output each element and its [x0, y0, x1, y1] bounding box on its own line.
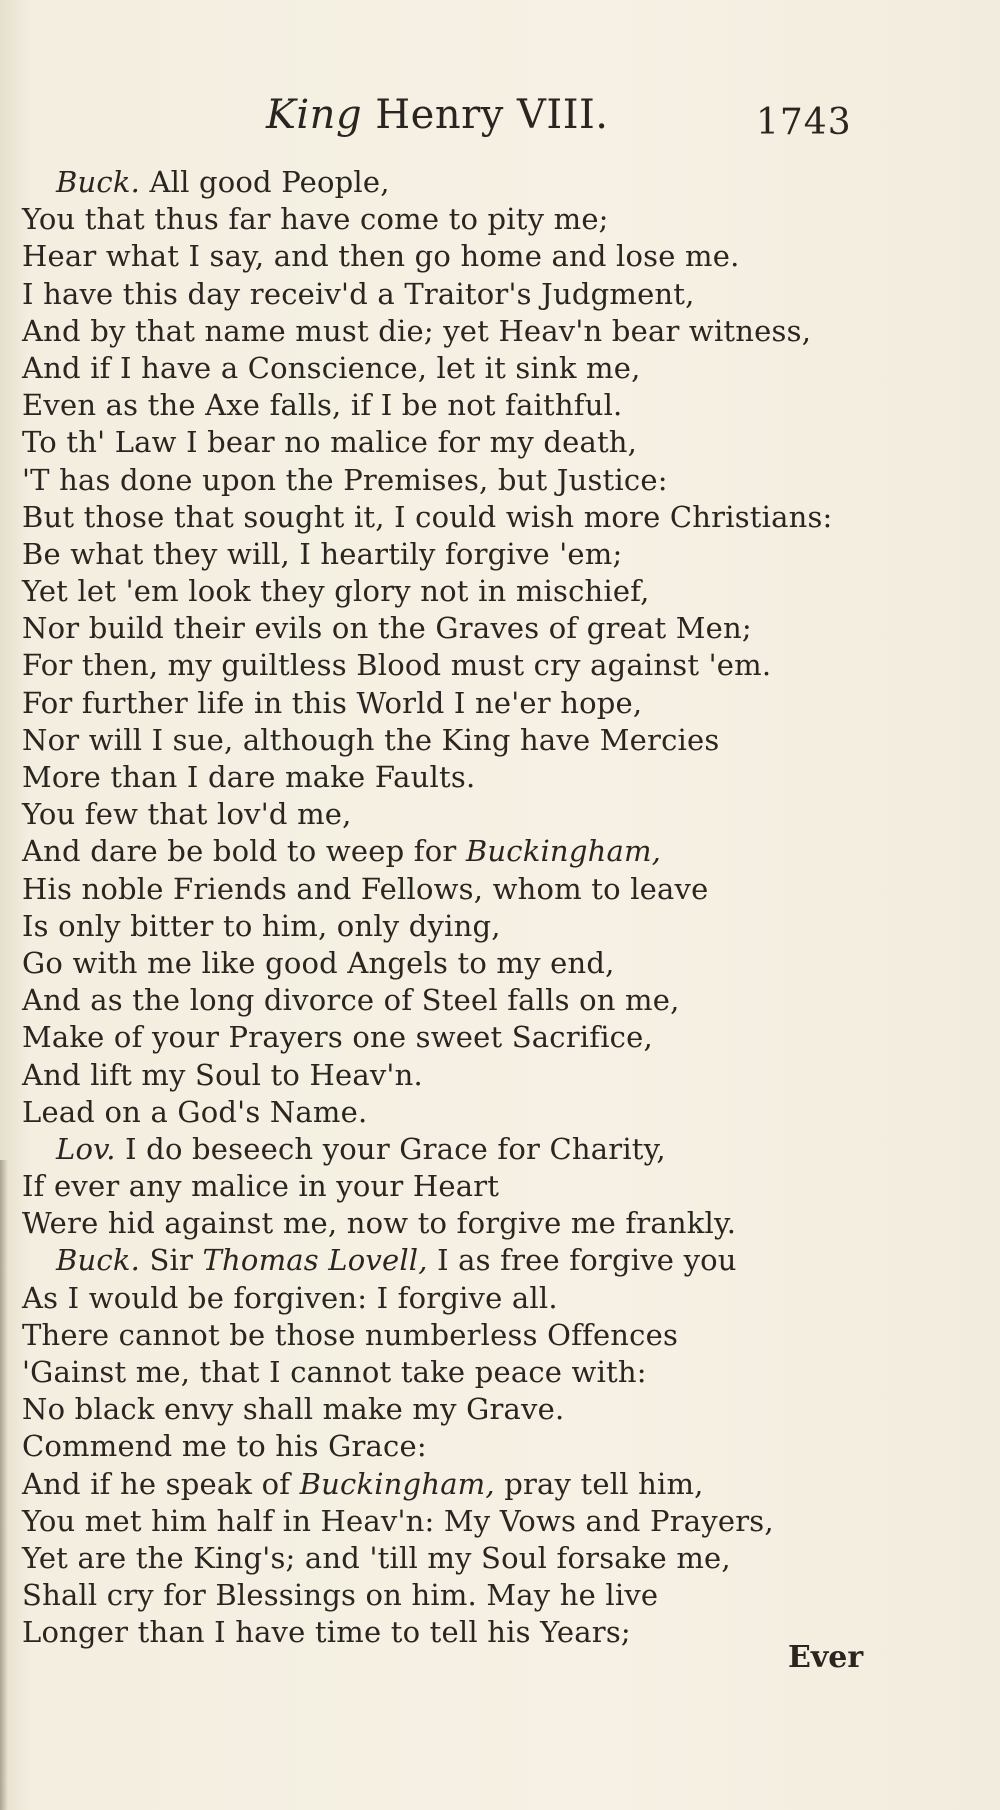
line-text: For further life in this World I ne'er hope,: [22, 685, 643, 720]
verse-line: [22, 1428, 982, 1465]
verse-line: [22, 908, 982, 945]
line-text: Shall cry for Blessings on him. May he live: [22, 1578, 659, 1613]
verse-line: [22, 499, 982, 536]
verse-line: [22, 1019, 982, 1056]
verse-line: [22, 1540, 982, 1577]
verse-line: [22, 238, 982, 275]
line-text: To th' Law I bear no malice for my death,: [22, 425, 638, 460]
verse-line: [22, 722, 982, 759]
verse-line: [22, 424, 982, 461]
verse-line: [22, 1094, 982, 1131]
verse-line: [22, 1354, 982, 1391]
verse-line: [22, 350, 982, 387]
page-header: [0, 92, 1000, 152]
line-text: There cannot be those numberless Offences: [22, 1317, 679, 1352]
verse-line: [22, 871, 982, 908]
gutter-shadow: [0, 1160, 8, 1810]
line-text: And lift my Soul to Heav'n.: [22, 1057, 423, 1092]
line-text: Make of your Prayers one sweet Sacrifice,: [22, 1020, 653, 1055]
italic-name: Buckingham,: [299, 1466, 495, 1501]
verse-line: [22, 610, 982, 647]
verse-block: [22, 164, 982, 1652]
line-text: And as the long divorce of Steel falls on me,: [22, 983, 680, 1018]
running-title-rest: Henry VIII.: [375, 92, 609, 138]
line-text: Nor will I sue, although the King have Mercies: [22, 722, 720, 757]
line-text: 'Gainst me, that I cannot take peace with:: [22, 1355, 647, 1389]
line-text: And if he speak of: [22, 1466, 300, 1501]
line-text: Nor build their evils on the Graves of great Men;: [22, 611, 752, 646]
verse-line: [22, 201, 982, 238]
verse-line: [22, 647, 982, 684]
speaker-name: Buck.: [56, 1243, 141, 1278]
line-text: His noble Friends and Fellows, whom to leave: [22, 871, 709, 906]
verse-line: [22, 796, 982, 833]
line-text-after: pray tell him,: [494, 1466, 704, 1501]
verse-line: [22, 536, 982, 573]
verse-line: [22, 164, 982, 201]
line-text: Be what they will, I heartily forgive 'em;: [22, 536, 623, 571]
verse-line: [22, 1205, 982, 1242]
line-text: You few that lov'd me,: [22, 797, 352, 832]
line-text: I have this day receiv'd a Traitor's Judgment,: [22, 276, 695, 311]
line-text: You met him half in Heav'n: My Vows and Prayers,: [22, 1503, 774, 1538]
line-text: If ever any malice in your Heart: [22, 1169, 500, 1204]
verse-line: [22, 1577, 982, 1614]
verse-line: [22, 1391, 982, 1428]
verse-line: [22, 1280, 982, 1317]
line-text: I do beseech your Grace for Charity,: [125, 1131, 666, 1166]
line-text: All good People,: [149, 165, 390, 199]
verse-line: [22, 1242, 982, 1279]
line-text: And if I have a Conscience, let it sink me,: [22, 350, 641, 385]
line-text: Commend me to his Grace:: [22, 1429, 427, 1464]
line-text: But those that sought it, I could wish more Christians:: [22, 499, 833, 534]
italic-name: Thomas Lovell,: [202, 1243, 428, 1278]
verse-line: [22, 982, 982, 1019]
verse-line: [22, 1466, 982, 1503]
line-text: Longer than I have time to tell his Years;: [22, 1615, 631, 1650]
verse-line: [22, 1057, 982, 1094]
line-text: Sir: [149, 1243, 203, 1278]
verse-line: [22, 685, 982, 722]
verse-line: [22, 759, 982, 796]
verse-line: [22, 573, 982, 610]
verse-line: [22, 1131, 982, 1168]
verse-line: [22, 1317, 982, 1354]
line-text: Were hid against me, now to forgive me frankly.: [22, 1206, 737, 1241]
verse-line: [22, 1168, 982, 1205]
running-title: [266, 92, 609, 138]
verse-line: [22, 387, 982, 424]
line-text: Yet let 'em look they glory not in mischief,: [22, 574, 650, 609]
line-text: More than I dare make Faults.: [22, 760, 476, 794]
verse-line: [22, 313, 982, 350]
catchword: Ever: [788, 1640, 864, 1675]
line-text: For then, my guiltless Blood must cry against 'em.: [22, 648, 772, 683]
italic-name: Buckingham,: [465, 834, 662, 869]
line-text-after: I as free forgive you: [427, 1243, 737, 1278]
line-text: Is only bitter to him, only dying,: [22, 908, 501, 943]
page-number: 1743: [756, 102, 852, 143]
running-title-italic: King: [266, 92, 363, 138]
line-text: Even as the Axe falls, if I be not faithful.: [22, 388, 623, 423]
line-text: As I would be forgiven: I forgive all.: [22, 1280, 558, 1315]
line-text: Yet are the King's; and 'till my Soul forsake me,: [22, 1540, 731, 1575]
verse-line: [22, 276, 982, 313]
speaker-name: Buck.: [56, 165, 141, 199]
line-text: 'T has done upon the Premises, but Justice:: [22, 462, 668, 497]
line-text: Hear what I say, and then go home and lose me.: [22, 239, 740, 274]
verse-line: [22, 462, 982, 499]
line-text: And dare be bold to weep for: [22, 834, 466, 869]
line-text: And by that name must die; yet Heav'n bear witness,: [22, 313, 812, 348]
line-text: You that thus far have come to pity me;: [22, 202, 609, 237]
line-text: Go with me like good Angels to my end,: [22, 945, 615, 980]
verse-line: [22, 945, 982, 982]
verse-line: [22, 1503, 982, 1540]
verse-line: [22, 833, 982, 870]
speaker-name: Lov.: [56, 1131, 116, 1166]
line-text: Lead on a God's Name.: [22, 1094, 368, 1129]
line-text: No black envy shall make my Grave.: [22, 1392, 565, 1427]
